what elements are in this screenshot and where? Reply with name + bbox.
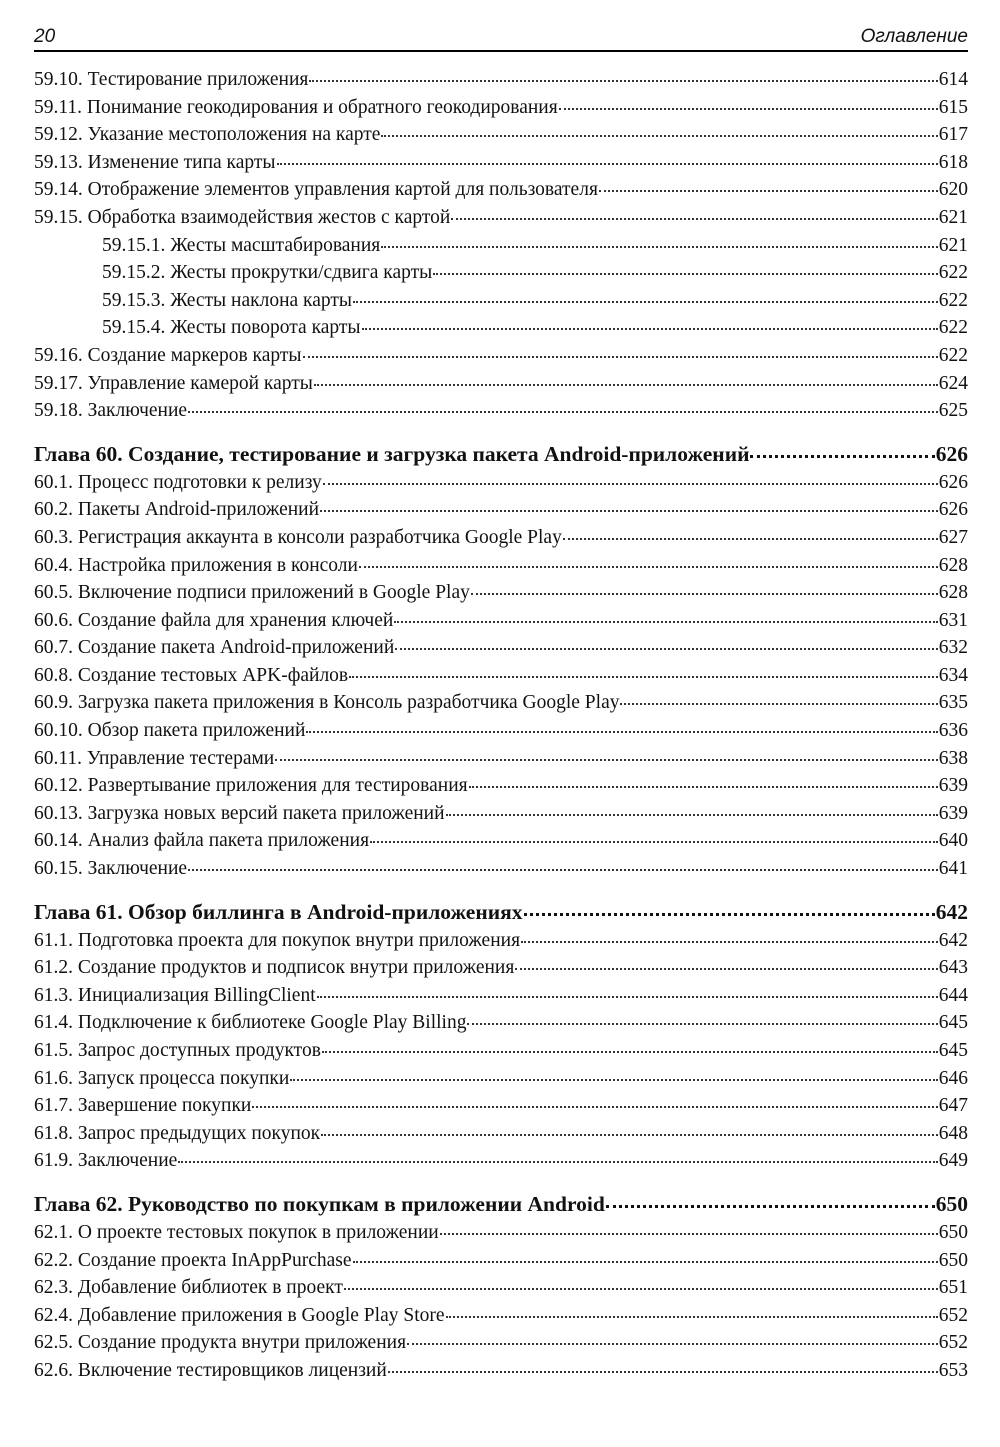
toc-entry-title: 60.12. Развертывание приложения для тестирования [34,775,468,797]
toc-entry-page-number: 652 [938,1304,968,1326]
toc-entry-page-number: 650 [935,1191,968,1216]
dot-leader [407,1343,938,1345]
toc-entry-title: 62.1. О проекте тестовых покупок в приложении [34,1221,439,1243]
toc-entry-page-number: 620 [938,179,968,201]
toc-entry[interactable] [34,1329,968,1357]
dot-leader [353,301,938,303]
dot-leader [469,786,938,788]
toc-entry[interactable] [34,552,968,580]
toc-entry-title: 59.11. Понимание геокодирования и обратного геокодирования [34,96,558,118]
toc-entry[interactable] [34,927,968,955]
toc-entry-title: 61.4. Подключение к библиотеке Google Play Billing [34,1012,467,1034]
toc-entry-page-number: 628 [938,582,968,604]
dot-leader [275,759,938,761]
dot-leader [188,411,938,413]
toc-entry-title: 62.4. Добавление приложения в Google Play Store [34,1304,445,1326]
toc-entry-page-number: 627 [938,526,968,548]
dot-leader [370,841,938,843]
dot-leader [471,593,938,595]
toc-entry-page-number: 651 [938,1277,968,1299]
toc-entry-page-number: 615 [938,96,968,118]
dot-leader [563,538,938,540]
toc-chapter-entry[interactable] [34,897,968,927]
dot-leader [314,384,938,386]
dot-leader [446,1316,938,1318]
dot-leader [381,246,937,248]
toc-entry-title: 61.8. Запрос предыдущих покупок [34,1122,321,1144]
toc-entry-page-number: 652 [938,1332,968,1354]
toc-entry-title: 60.13. Загрузка новых версий пакета приложений [34,802,445,824]
toc-entry-page-number: 639 [938,802,968,824]
toc-entry-page-number: 626 [938,499,968,521]
dot-leader [178,1161,937,1163]
toc-entry-page-number: 636 [938,720,968,742]
toc-entry-page-number: 628 [938,554,968,576]
toc-entry-title: 61.9. Заключение [34,1150,178,1172]
toc-entry[interactable] [34,1302,968,1330]
toc-entry-title: Глава 62. Руководство по покупкам в приложении Android [34,1191,605,1216]
toc-entry-title: 61.7. Завершение покупки [34,1095,252,1117]
toc-entry[interactable] [34,1147,968,1175]
toc-entry[interactable] [34,149,968,177]
dot-leader [321,1134,938,1136]
toc-entry[interactable] [34,370,968,398]
toc-entry-page-number: 646 [938,1067,968,1089]
toc-entry-page-number: 631 [938,609,968,631]
toc-entry-title: 59.13. Изменение типа карты [34,151,276,173]
toc-entry[interactable] [34,607,968,635]
toc-entry[interactable] [34,342,968,370]
toc-entry-title: 60.7. Создание пакета Android-приложений [34,637,395,659]
dot-leader [306,731,937,733]
dot-leader [599,190,938,192]
dot-leader [322,1051,938,1053]
toc-entry[interactable] [34,579,968,607]
toc-entry[interactable] [34,1037,968,1065]
dot-leader [620,703,937,705]
toc-entry[interactable] [34,1120,968,1148]
toc-entry-title: 62.3. Добавление библиотек в проект [34,1277,343,1299]
toc-entry-title: 61.2. Создание продуктов и подписок внутри приложения [34,957,515,979]
dot-leader [381,135,937,137]
toc-entry-title: 59.17. Управление камерой карты [34,372,313,394]
toc-entry-page-number: 624 [938,372,968,394]
toc-entry-title: 59.16. Создание маркеров карты [34,344,302,366]
toc-entry[interactable] [34,745,968,773]
toc-entry-page-number: 621 [938,234,968,256]
toc-entry[interactable] [34,1247,968,1275]
toc-entry-title: 61.6. Запуск процесса покупки [34,1067,290,1089]
toc-entry-page-number: 614 [938,69,968,90]
toc-entry-page-number: 622 [938,262,968,284]
dot-leader [317,996,938,998]
toc-entry-page-number: 626 [938,471,968,493]
toc-entry[interactable] [34,662,968,690]
dot-leader [362,328,938,330]
toc-entry[interactable] [34,176,968,204]
dot-leader [440,1233,938,1235]
dot-leader [394,621,937,623]
toc-chapter-entry[interactable] [34,439,968,469]
dot-leader [353,1261,938,1263]
toc-entry-page-number: 642 [935,899,968,924]
toc-entry[interactable] [34,66,968,94]
table-of-contents [34,66,968,1385]
toc-entry[interactable] [34,94,968,122]
toc-entry-title: 60.15. Заключение [34,858,188,880]
toc-entry-title: 59.12. Указание местоположения на карте [34,124,381,146]
dot-leader [606,1205,935,1208]
toc-entry[interactable] [34,232,968,260]
toc-entry[interactable] [34,827,968,855]
toc-entry[interactable] [34,469,968,497]
toc-entry[interactable] [34,121,968,149]
toc-entry-page-number: 632 [938,637,968,659]
toc-entry-page-number: 647 [938,1095,968,1117]
toc-entry-title: 61.1. Подготовка проекта для покупок внутри приложения [34,929,521,951]
toc-entry-page-number: 618 [938,151,968,173]
toc-entry-title: 60.1. Процесс подготовки к релизу [34,471,322,493]
toc-entry[interactable] [34,397,968,425]
toc-entry[interactable] [34,1065,968,1093]
toc-entry-page-number: 638 [938,747,968,769]
toc-entry-page-number: 645 [938,1040,968,1061]
toc-entry-page-number: 644 [938,984,968,1006]
section-title: Оглавление [860,26,968,47]
toc-entry-page-number: 641 [938,858,968,880]
toc-entry[interactable] [34,855,968,883]
toc-entry-title: 62.6. Включение тестировщиков лицензий [34,1359,387,1381]
toc-entry-title: 60.6. Создание файла для хранения ключей [34,609,394,631]
toc-entry-title: 59.15. Обработка взаимодействия жестов с картой [34,206,451,228]
dot-leader [188,869,938,871]
dot-leader [433,273,938,275]
dot-leader [388,1371,938,1373]
toc-entry-title: 62.2. Создание проекта InAppPurchase [34,1249,352,1271]
toc-entry-page-number: 650 [938,1221,968,1243]
dot-leader [521,941,938,943]
toc-entry-title: 60.4. Настройка приложения в консоли [34,554,358,576]
toc-entry-title: Глава 60. Создание, тестирование и загрузка пакета Android-приложений [34,441,750,466]
toc-entry-page-number: 640 [938,830,968,852]
toc-entry-title: 59.14. Отображение элементов управления картой для пользователя [34,179,598,201]
dot-leader [290,1079,937,1081]
toc-entry-title: 60.2. Пакеты Android-приложений [34,499,320,521]
dot-leader [344,1288,938,1290]
toc-entry-title: 59.10. Тестирование приложения [34,69,309,90]
toc-entry-page-number: 622 [938,344,968,366]
dot-leader [446,814,938,816]
toc-entry-title: 59.18. Заключение [34,400,188,422]
toc-entry[interactable] [34,717,968,745]
toc-entry-title: 59.15.2. Жесты прокрутки/сдвига карты [102,262,433,284]
toc-entry[interactable] [34,954,968,982]
toc-entry-page-number: 622 [938,289,968,311]
toc-entry[interactable] [34,1009,968,1037]
toc-entry-page-number: 622 [938,317,968,339]
dot-leader [515,968,937,970]
dot-leader [309,80,937,82]
toc-entry-title: 61.3. Инициализация BillingClient [34,984,316,1006]
toc-entry-page-number: 626 [935,441,968,466]
dot-leader [395,648,937,650]
toc-entry-title: 62.5. Создание продукта внутри приложения [34,1332,407,1354]
dot-leader [323,483,938,485]
toc-entry-page-number: 645 [938,1012,968,1034]
toc-entry[interactable] [34,287,968,315]
toc-entry[interactable] [34,1219,968,1247]
dot-leader [559,108,938,110]
toc-entry[interactable] [34,1274,968,1302]
toc-entry-title: 60.9. Загрузка пакета приложения в Консоль разработчика Google Play [34,692,620,714]
toc-entry-title: Глава 61. Обзор биллинга в Android-приложениях [34,899,523,924]
toc-entry[interactable] [34,496,968,524]
dot-leader [451,218,937,220]
toc-entry-title: 61.5. Запрос доступных продуктов [34,1040,321,1061]
toc-entry[interactable] [34,1092,968,1120]
toc-entry-page-number: 642 [938,929,968,951]
toc-entry-page-number: 625 [938,400,968,422]
dot-leader [359,566,938,568]
toc-chapter-entry[interactable] [34,1189,968,1219]
toc-entry-title: 59.15.4. Жесты поворота карты [102,317,361,339]
toc-entry-title: 60.5. Включение подписи приложений в Google Play [34,582,470,604]
dot-leader [252,1106,937,1108]
toc-entry-title: 59.15.1. Жесты масштабирования [102,234,381,256]
dot-leader [349,676,938,678]
dot-leader [277,163,938,165]
toc-entry[interactable] [34,689,968,717]
running-head [34,18,968,52]
toc-entry-page-number: 635 [938,692,968,714]
dot-leader [303,356,938,358]
toc-entry-page-number: 650 [938,1249,968,1271]
toc-entry[interactable] [34,772,968,800]
toc-entry-page-number: 643 [938,957,968,979]
toc-entry-title: 60.14. Анализ файла пакета приложения [34,830,370,852]
toc-entry-title: 60.11. Управление тестерами [34,747,275,769]
toc-page [34,18,968,1385]
toc-entry[interactable] [34,524,968,552]
toc-entry[interactable] [34,982,968,1010]
toc-entry-title: 59.15.3. Жесты наклона карты [102,289,352,311]
dot-leader [320,510,938,512]
toc-entry-page-number: 634 [938,664,968,686]
toc-entry[interactable] [34,204,968,232]
dot-leader [467,1023,937,1025]
toc-entry-page-number: 621 [938,206,968,228]
toc-entry[interactable] [34,634,968,662]
toc-entry[interactable] [34,800,968,828]
toc-entry-title: 60.10. Обзор пакета приложений [34,720,306,742]
dot-leader [750,455,934,458]
toc-entry-page-number: 653 [938,1359,968,1381]
toc-entry-page-number: 639 [938,775,968,797]
toc-entry[interactable] [34,314,968,342]
toc-entry-title: 60.3. Регистрация аккаунта в консоли разработчика Google Play [34,526,562,548]
toc-entry-title: 60.8. Создание тестовых APK-файлов [34,664,349,686]
toc-entry-page-number: 649 [938,1150,968,1172]
toc-entry-page-number: 648 [938,1122,968,1144]
dot-leader [524,913,935,916]
toc-entry-page-number: 617 [938,124,968,146]
toc-entry[interactable] [34,1357,968,1385]
toc-entry[interactable] [34,259,968,287]
page-number: 20 [34,26,56,47]
